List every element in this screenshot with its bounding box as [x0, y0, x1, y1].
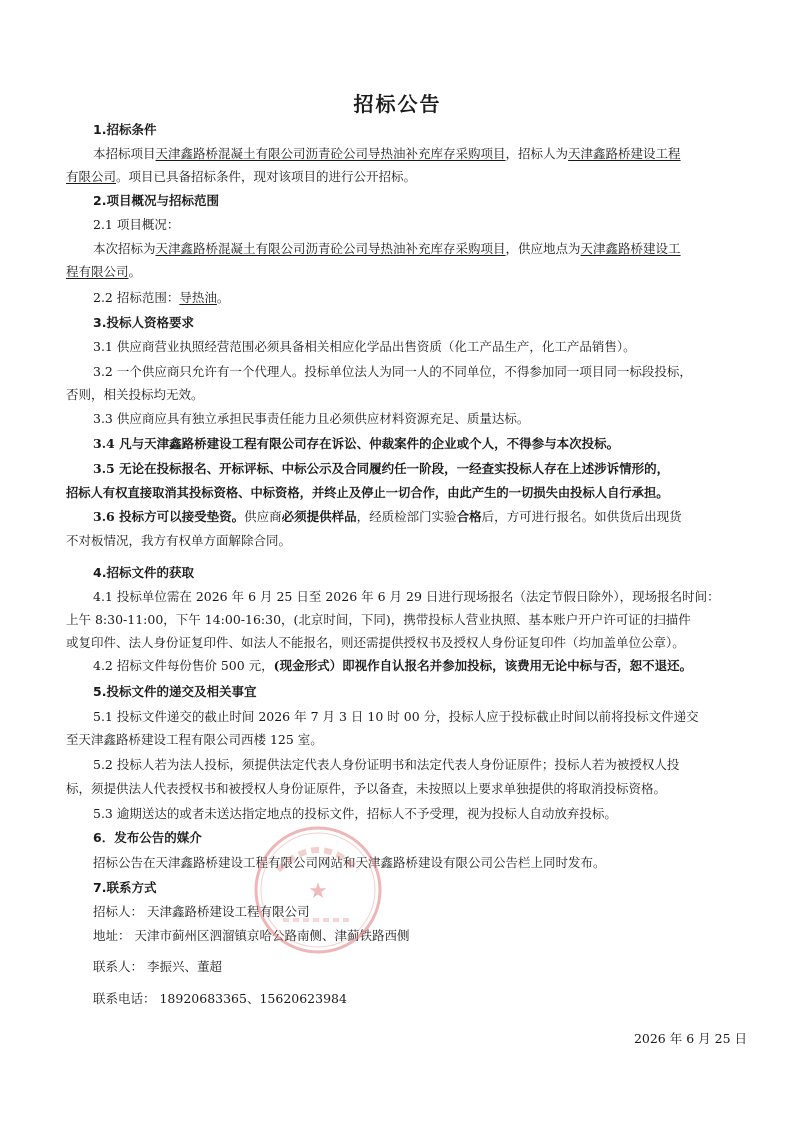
company-seal-stamp [248, 820, 388, 960]
item-5-1-line-2: 至天津鑫路桥建设工程有限公司西楼 125 室。 [66, 732, 323, 747]
section-2-paragraph-line-1: 本次招标为天津鑫路桥混凝土有限公司沥青砼公司导热油补充库存采购项目，供应地点为天津鑫路桥建设工 [93, 241, 681, 256]
item-3-3: 3.3 供应商应具有独立承担民事责任能力且必须供应材料资源充足、质量达标。 [93, 411, 530, 426]
section-2-paragraph-line-2: 程有限公司。 [66, 264, 142, 279]
supply-place-cont: 程有限公司 [66, 264, 129, 279]
project-name-2: 天津鑫路桥混凝土有限公司沥青砼公司导热油补充库存采购项目 [155, 241, 506, 256]
item-5-2-line-1: 5.2 投标人若为法人投标，须提供法定代表人身份证明书和法定代表人身份证原件；投标人若为被授权人投 [93, 757, 680, 772]
section-2-1-label: 2.1 项目概况： [93, 217, 180, 232]
section-7-heading: 7.联系方式 [93, 880, 157, 895]
project-name: 天津鑫路桥混凝土有限公司沥青砼公司导热油补充库存采购项目 [155, 146, 506, 161]
supply-place: 天津鑫路桥建设工 [580, 241, 681, 256]
section-1-heading: 1.招标条件 [93, 122, 157, 137]
contact-tenderer: 招标人： 天津鑫路桥建设工程有限公司 [93, 904, 310, 919]
section-6-heading: 6．发布公告的媒介 [93, 830, 202, 845]
item-3-2-line-2: 否则，相关投标均无效。 [66, 387, 204, 402]
item-3-5-line-1: 3.5 无论在投标报名、开标评标、中标公示及合同履约任一阶段，一经查实投标人存在上述涉诉情形的， [93, 461, 670, 476]
item-5-3: 5.3 逾期送达的或者未送达指定地点的投标文件，招标人不予受理，视为投标人自动放弃投标。 [93, 806, 617, 821]
section-2-heading: 2.项目概况与招标范围 [93, 193, 219, 208]
section-2-2-scope: 2.2 招标范围：导热油。 [93, 290, 230, 305]
section-6-paragraph: 招标公告在天津鑫路桥建设工程有限公司网站和天津鑫路桥建设有限公司公告栏上同时发布。 [93, 855, 606, 870]
contact-phone: 联系电话： 18920683365、15620623984 [93, 991, 347, 1006]
section-1-paragraph-line-1: 本招标项目天津鑫路桥混凝土有限公司沥青砼公司导热油补充库存采购项目，招标人为天津鑫路桥建设工程 [93, 146, 681, 161]
contact-address: 地址： 天津市蓟州区泗溜镇京哈公路南侧、津蓟铁路西侧 [93, 928, 410, 943]
section-4-heading: 4.招标文件的获取 [93, 565, 194, 580]
item-3-6-line-1: 3.6 投标方可以接受垫资。供应商必须提供样品，经质检部门实验合格后，方可进行报名。如供货后出现货 [93, 509, 682, 524]
tenderer-name: 天津鑫路桥建设工程 [568, 146, 681, 161]
contact-person: 联系人： 李振兴、董超 [93, 959, 222, 974]
item-3-6-line-2: 不对板情况，我方有权单方面解除合同。 [66, 533, 292, 548]
item-4-2: 4.2 招标文件每份售价 500 元，(现金形式）即视作自认报名并参加投标，该费用无论中标与否，恕不退还。 [93, 658, 693, 673]
svg-text:★: ★ [308, 879, 328, 904]
section-5-heading: 5.投标文件的递交及相关事宜 [93, 684, 257, 699]
item-4-1-line-1: 4.1 投标单位需在 2026 年 6 月 25 日至 2026 年 6 月 29 日进行现场报名（法定节假日除外），现场报名时间： [93, 589, 720, 604]
tenderer-name-cont: 有限公司 [66, 169, 117, 184]
item-5-2-line-2: 标，须提供法人代表授权书和被授权人身份证原件，予以备查，未按照以上要求单独提供的将取消投标资格。 [66, 781, 667, 796]
item-5-1-line-1: 5.1 投标文件递交的截止时间 2026 年 7 月 3 日 10 时 00 分，投标人应于投标截止时间以前将投标文件递交 [93, 709, 699, 724]
item-3-2-line-1: 3.2 一个供应商只允许有一个代理人。投标单位法人为同一人的不同单位，不得参加同一项目同一标段投标， [93, 364, 692, 379]
issue-date: 2026 年 6 月 25 日 [633, 1030, 747, 1046]
section-3-heading: 3.投标人资格要求 [93, 315, 194, 330]
item-3-4: 3.4 凡与天津鑫路桥建设工程有限公司存在诉讼、仲裁案件的企业或个人，不得参与本次投标。 [93, 436, 620, 451]
item-3-5-line-2: 招标人有权直接取消其投标资格、中标资格，并终止及停止一切合作，由此产生的一切损失由投标人自行承担。 [66, 485, 669, 500]
item-4-1-line-2: 上午 8:30-11:00，下午 14:00-16:30，(北京时间，下同)，携带投标人营业执照、基本账户开户许可证的扫描件 [66, 612, 691, 627]
item-4-1-line-3: 或复印件、法人身份证复印件、如法人不能报名，则还需提供授权书及授权人身份证复印件（均加盖单位公章）。 [66, 635, 685, 650]
document-title: 招标公告 [353, 92, 442, 116]
section-1-paragraph-line-2: 有限公司。项目已具备招标条件，现对该项目的进行公开招标。 [66, 169, 417, 184]
scope-value: 导热油 [179, 290, 217, 305]
item-3-1: 3.1 供应商营业执照经营范围必须具备相关相应化学品出售资质（化工产品生产，化工产品销售）。 [93, 339, 636, 354]
